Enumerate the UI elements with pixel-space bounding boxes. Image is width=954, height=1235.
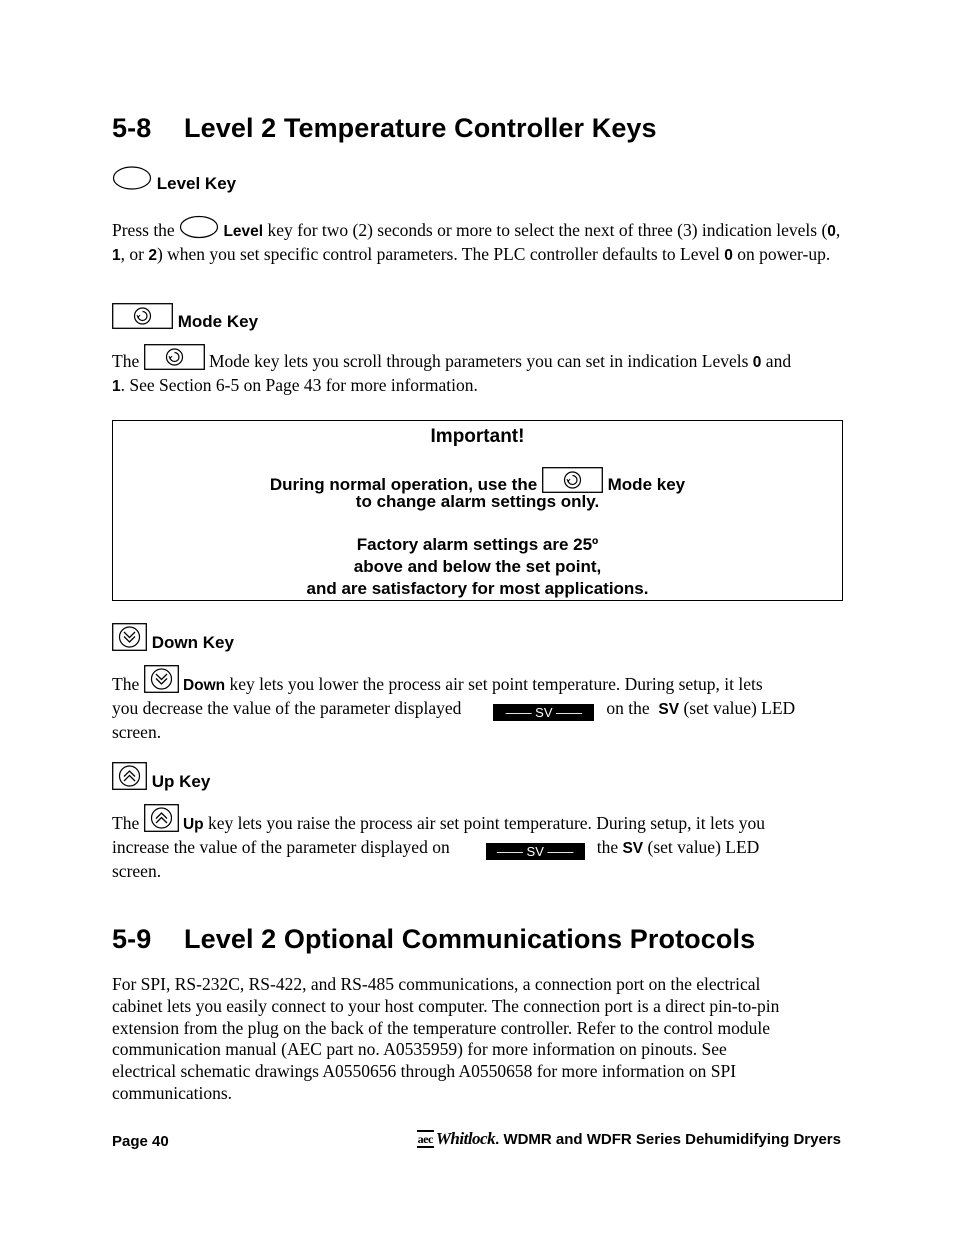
logo-aec: aec bbox=[417, 1132, 433, 1146]
up-key-heading bbox=[112, 762, 210, 792]
paragraph-line: extension from the plug on the back of the temperature controller. Refer to the control module bbox=[112, 1017, 770, 1038]
sv-label: SV bbox=[658, 701, 680, 718]
level-value: 0 bbox=[827, 223, 836, 240]
page-number: Page 40 bbox=[112, 1133, 169, 1150]
section-title: Level 2 Temperature Controller Keys bbox=[184, 113, 657, 143]
paragraph-line: electrical schematic drawings A0550656 through A0550658 for more information on SPI bbox=[112, 1061, 737, 1082]
mode-key-paragraph bbox=[112, 344, 852, 398]
down-key-heading-text: Down Key bbox=[151, 633, 234, 652]
level-key-oval-icon bbox=[112, 165, 152, 191]
level-key-text: key for two (2) seconds or more to select the next of three (3) indication levels ( bbox=[263, 220, 828, 240]
paragraph-line: cabinet lets you easily connect to your host computer. The connection port is a direct pin-to-pin bbox=[112, 995, 780, 1016]
important-text: During normal operation, use the bbox=[269, 475, 538, 494]
level-key-text: ) when you set specific control parameters. The PLC controller defaults to Level bbox=[156, 244, 725, 264]
important-text: Mode key bbox=[607, 475, 686, 494]
level-value: 0 bbox=[752, 354, 762, 371]
mode-key-text: Mode key lets you scroll through parameters you can set in indication Levels bbox=[204, 351, 753, 371]
level-key-heading-text: Level Key bbox=[156, 174, 237, 193]
down-key-name: Down bbox=[182, 677, 226, 694]
up-key-name: Up bbox=[182, 816, 204, 833]
important-title: Important! bbox=[430, 426, 525, 447]
mode-key-heading bbox=[112, 303, 258, 332]
separator: , or bbox=[120, 244, 149, 264]
level-key-name: Level bbox=[223, 223, 264, 240]
sv-display-indicator: —— SV —— bbox=[486, 843, 585, 860]
up-key-text: the bbox=[596, 837, 619, 857]
down-key-text: on the bbox=[606, 698, 650, 718]
important-notice-box bbox=[112, 420, 843, 601]
mode-key-text: . See Section 6-5 on Page 43 for more information. bbox=[120, 375, 478, 395]
level-value: 1 bbox=[112, 247, 121, 264]
section-number: 5-8 bbox=[112, 113, 152, 143]
up-key-text: screen. bbox=[112, 861, 162, 881]
section-heading-5-9 bbox=[112, 924, 755, 955]
down-key-icon bbox=[144, 665, 179, 693]
up-key-paragraph bbox=[112, 804, 852, 882]
important-line-4: above and below the set point, bbox=[353, 557, 602, 576]
down-key-text: key lets you lower the process air set point temperature. During setup, it lets bbox=[225, 674, 763, 694]
level-key-oval-icon bbox=[179, 215, 219, 239]
mode-key-icon bbox=[112, 303, 173, 329]
up-key-icon bbox=[112, 762, 147, 790]
section-title: Level 2 Optional Communications Protocols bbox=[184, 924, 756, 954]
important-line-5: and are satisfactory for most applications. bbox=[306, 579, 649, 598]
mode-key-heading-text: Mode Key bbox=[177, 312, 259, 331]
down-key-text: The bbox=[112, 674, 140, 694]
level-key-text: on power-up. bbox=[732, 244, 831, 264]
down-key-text: you decrease the value of the parameter displayed bbox=[112, 698, 462, 718]
sv-display-indicator: —— SV —— bbox=[493, 704, 594, 721]
down-key-paragraph bbox=[112, 665, 852, 743]
mode-key-text: The bbox=[112, 351, 140, 371]
down-key-text: screen. bbox=[112, 722, 162, 742]
up-key-text: (set value) LED bbox=[643, 837, 760, 857]
up-key-text: increase the value of the parameter displayed on bbox=[112, 837, 450, 857]
paragraph-line: communication manual (AEC part no. A0535959) for more information on pinouts. See bbox=[112, 1039, 727, 1060]
mode-key-icon bbox=[542, 467, 603, 493]
important-line-2: to change alarm settings only. bbox=[355, 492, 600, 511]
logo-name: Whitlock bbox=[435, 1129, 496, 1148]
paragraph-line: communications. bbox=[112, 1082, 233, 1103]
up-key-text: key lets you raise the process air set point temperature. During setup, it lets you bbox=[203, 813, 765, 833]
mode-key-icon bbox=[144, 344, 205, 370]
down-key-text: (set value) LED bbox=[679, 698, 796, 718]
communications-paragraph bbox=[112, 974, 852, 1105]
sv-label: SV bbox=[622, 840, 644, 857]
important-line-3: Factory alarm settings are 25º bbox=[356, 535, 599, 554]
up-key-heading-text: Up Key bbox=[151, 772, 211, 791]
footer-product bbox=[417, 1129, 841, 1149]
mode-key-text: and bbox=[761, 351, 792, 371]
up-key-text: The bbox=[112, 813, 140, 833]
level-value: 1 bbox=[112, 378, 121, 395]
up-key-icon bbox=[144, 804, 179, 832]
paragraph-line: For SPI, RS-232C, RS-422, and RS-485 communications, a connection port on the electrical bbox=[112, 974, 761, 994]
section-heading-5-8 bbox=[112, 113, 657, 144]
level-key-text: Press the bbox=[112, 220, 175, 240]
section-number: 5-9 bbox=[112, 924, 152, 954]
whitlock-logo bbox=[417, 1129, 495, 1149]
down-key-icon bbox=[112, 623, 147, 651]
level-key-heading bbox=[112, 165, 236, 194]
down-key-heading bbox=[112, 623, 234, 653]
product-name: . WDMR and WDFR Series Dehumidifying Dryers bbox=[495, 1131, 841, 1148]
separator: , bbox=[835, 220, 841, 240]
level-key-paragraph bbox=[112, 215, 852, 267]
level-value: 0 bbox=[724, 247, 733, 264]
level-value: 2 bbox=[148, 247, 157, 264]
